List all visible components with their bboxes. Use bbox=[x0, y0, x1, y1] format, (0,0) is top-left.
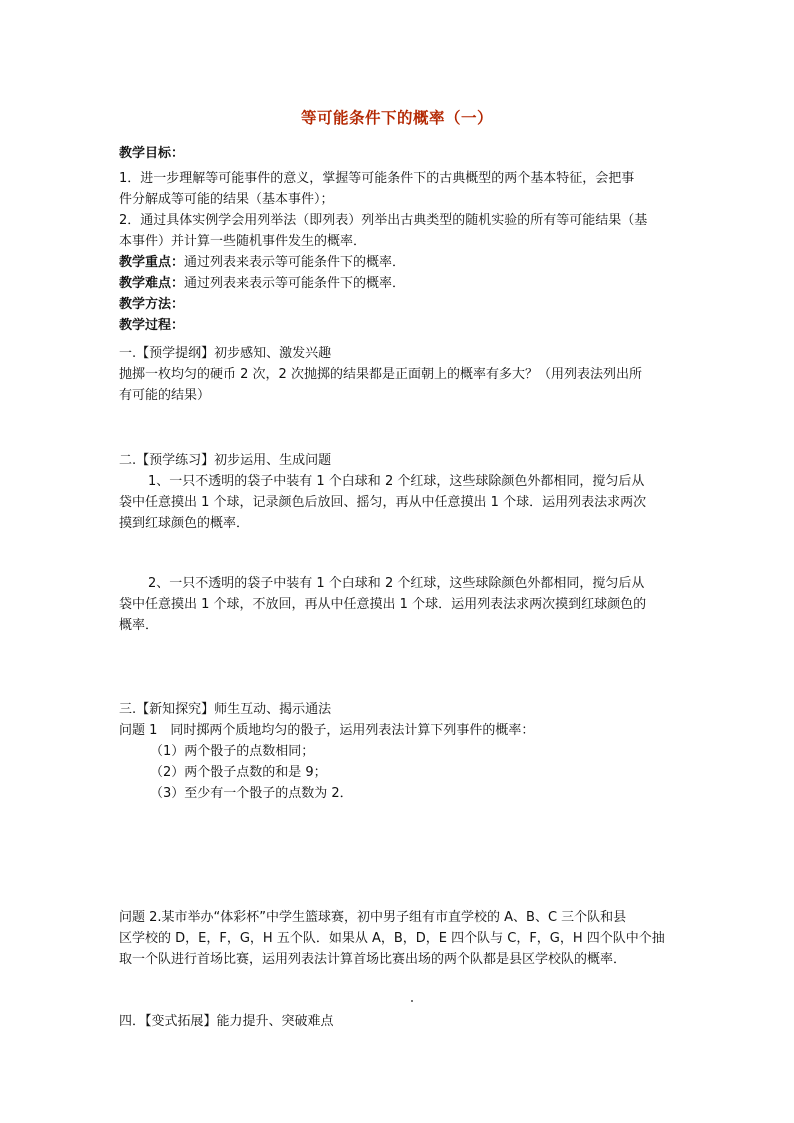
question-1-intro: 问题 1 同时掷两个质地均匀的骰子，运用列表法计算下列事件的概率： bbox=[119, 723, 535, 738]
difficulty-label: 教学难点： bbox=[119, 276, 185, 291]
method-heading: 教学方法： bbox=[119, 297, 185, 312]
section-1-heading: 一.【预学提纲】初步感知、激发兴趣 bbox=[119, 346, 332, 361]
key-point-label: 教学重点： bbox=[119, 255, 185, 270]
difficulty-text: 通过列表来表示等可能条件下的概率． bbox=[184, 276, 406, 291]
section-1-line-2: 有可能的结果） bbox=[119, 388, 211, 403]
section-1-line-1: 抛掷一枚均匀的硬币 2 次，2 次抛掷的结果都是正面朝上的概率有多大？（用列表法列出所 bbox=[119, 367, 642, 382]
difficulty bbox=[119, 275, 405, 293]
objective-2-line-1: 2．通过具体实例学会用列举法（即列表）列举出古典类型的随机实验的所有等可能结果（基 bbox=[119, 213, 648, 228]
exercise-1-line-2: 袋中任意摸出 1 个球，记录颜色后放回、摇匀，再从中任意摸出 1 个球．运用列表法求两次 bbox=[119, 495, 647, 510]
objective-1-line-2: 件分解成等可能的结果（基本事件）； bbox=[119, 192, 334, 207]
stray-dot bbox=[411, 1000, 413, 1002]
key-point bbox=[119, 254, 405, 272]
exercise-2-line-3: 概率． bbox=[119, 618, 159, 633]
question-2-line-3: 取一个队进行首场比赛，运用列表法计算首场比赛出场的两个队都是县区学校队的概率． bbox=[119, 952, 627, 967]
question-2-line-1: 问题 2.某市举办“体彩杯”中学生篮球赛，初中男子组有市直学校的 A、B、C 三个队和县 bbox=[119, 910, 627, 925]
exercise-2-line-2: 袋中任意摸出 1 个球，不放回，再从中任意摸出 1 个球．运用列表法求两次摸到红球颜色的 bbox=[119, 597, 647, 612]
question-1-item-2: （2）两个骰子点数的和是 9； bbox=[150, 765, 327, 780]
question-2-line-2: 区学校的 D，E，F，G，H 五个队．如果从 A，B，D，E 四个队与 C，F，G，H 四个队中个抽 bbox=[119, 931, 665, 946]
key-point-text: 通过列表来表示等可能条件下的概率． bbox=[184, 255, 406, 270]
section-2-heading: 二.【预学练习】初步运用、生成问题 bbox=[119, 453, 332, 468]
objective-2-line-2: 本事件）并计算一些随机事件发生的概率． bbox=[119, 234, 367, 249]
process-heading: 教学过程： bbox=[119, 318, 185, 333]
section-4-heading: 四．【变式拓展】能力提升、突破难点 bbox=[119, 1014, 334, 1029]
question-1-item-3: （3）至少有一个骰子的点数为 2． bbox=[150, 786, 353, 801]
document-title: 等可能条件下的概率（一） bbox=[300, 109, 493, 127]
exercise-1-line-3: 摸到红球颜色的概率． bbox=[119, 516, 250, 531]
exercise-2-line-1: 2、一只不透明的袋子中装有 1 个白球和 2 个红球，这些球除颜色外都相同，搅匀后从 bbox=[148, 576, 645, 591]
objectives-heading: 教学目标： bbox=[119, 146, 185, 161]
exercise-1-line-1: 1、一只不透明的袋子中装有 1 个白球和 2 个红球，这些球除颜色外都相同，搅匀后从 bbox=[148, 474, 645, 489]
section-3-heading: 三.【新知探究】师生互动、揭示通法 bbox=[119, 702, 332, 717]
objective-1-line-1: 1．进一步理解等可能事件的意义，掌握等可能条件下的古典概型的两个基本特征，会把事 bbox=[119, 171, 635, 186]
question-1-item-1: （1）两个骰子的点数相同； bbox=[150, 744, 315, 759]
